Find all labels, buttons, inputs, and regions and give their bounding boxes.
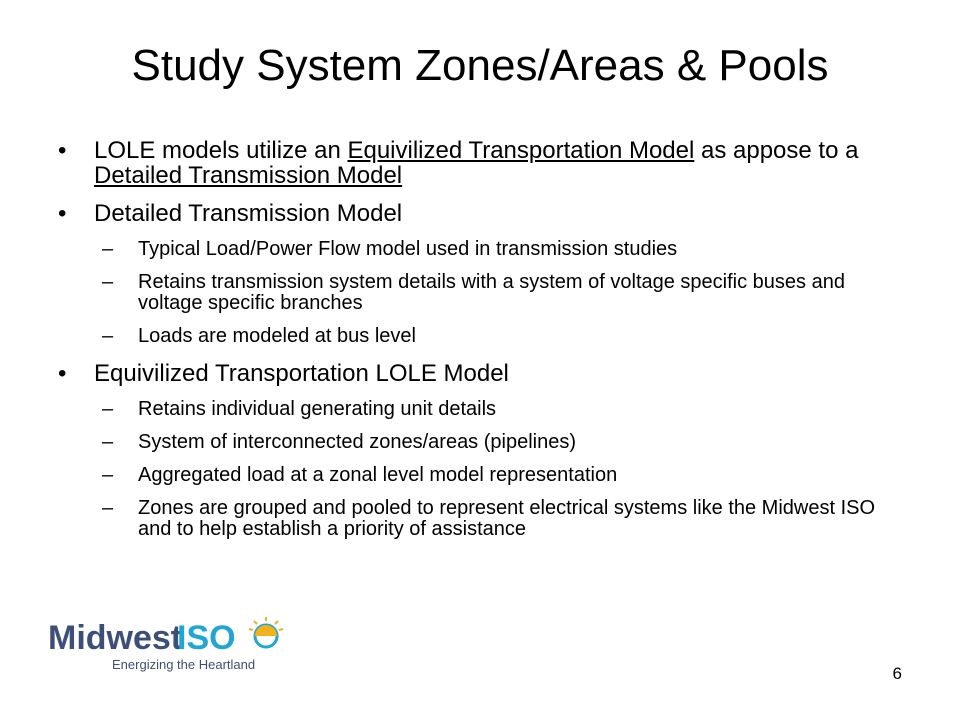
underlined-term-detailed-model: Detailed Transmission Model bbox=[94, 162, 403, 189]
slide-title: Study System Zones/Areas & Pools bbox=[131, 41, 829, 90]
bullet-detailed-transmission-model bbox=[58, 201, 908, 226]
sub-bullet bbox=[58, 399, 908, 420]
bullet-text: Equivilized Transportation LOLE Model bbox=[94, 360, 509, 387]
page-number: 6 bbox=[892, 664, 902, 683]
logo-tagline: Energizing the Heartland bbox=[112, 657, 256, 672]
sub-bullet-text: Loads are modeled at bus level bbox=[138, 325, 416, 347]
bullet-text-part: as appose to a bbox=[694, 137, 859, 164]
sub-bullet-text: Retains transmission system details with a system of voltage specific buses and voltage specific branches bbox=[138, 271, 845, 314]
sub-bullet bbox=[58, 239, 908, 260]
dash-marker: – bbox=[102, 238, 114, 260]
sub-bullet-text: Aggregated load at a zonal level model representation bbox=[138, 464, 618, 486]
bullet-marker: • bbox=[58, 360, 67, 387]
dash-marker: – bbox=[102, 271, 114, 293]
sub-bullet bbox=[58, 465, 908, 486]
dash-marker: – bbox=[102, 431, 114, 453]
logo-word-iso: ISO bbox=[177, 619, 236, 657]
sub-bullet-text: System of interconnected zones/areas (pipelines) bbox=[138, 431, 577, 453]
dash-marker: – bbox=[102, 325, 114, 347]
bullet-lole-models bbox=[58, 138, 908, 188]
underlined-term-equivilized-model: Equivilized Transportation Model bbox=[347, 137, 695, 164]
sub-bullet-text: Typical Load/Power Flow model used in transmission studies bbox=[138, 238, 678, 260]
sub-bullet bbox=[58, 432, 908, 453]
sub-bullet bbox=[58, 498, 908, 540]
dash-marker: – bbox=[102, 464, 114, 486]
bullet-text-part: LOLE models utilize an bbox=[94, 137, 348, 164]
sub-bullet bbox=[58, 326, 908, 347]
logo-word-midwest: Midwest bbox=[48, 619, 183, 657]
sun-globe-icon bbox=[249, 617, 283, 647]
dash-marker: – bbox=[102, 398, 114, 420]
bullet-text: Detailed Transmission Model bbox=[94, 200, 403, 227]
slide-content bbox=[58, 138, 908, 552]
sub-bullet-text: Retains individual generating unit details bbox=[138, 398, 497, 420]
sub-bullet bbox=[58, 272, 908, 314]
bullet-marker: • bbox=[58, 137, 67, 164]
dash-marker: – bbox=[102, 497, 114, 519]
bullet-equivilized-lole-model bbox=[58, 361, 908, 386]
bullet-marker: • bbox=[58, 200, 67, 227]
sub-bullet-text: Zones are grouped and pooled to represent electrical systems like the Midwest ISO and to help establish a priority of assistance bbox=[138, 497, 876, 540]
midwest-iso-logo bbox=[48, 615, 288, 675]
